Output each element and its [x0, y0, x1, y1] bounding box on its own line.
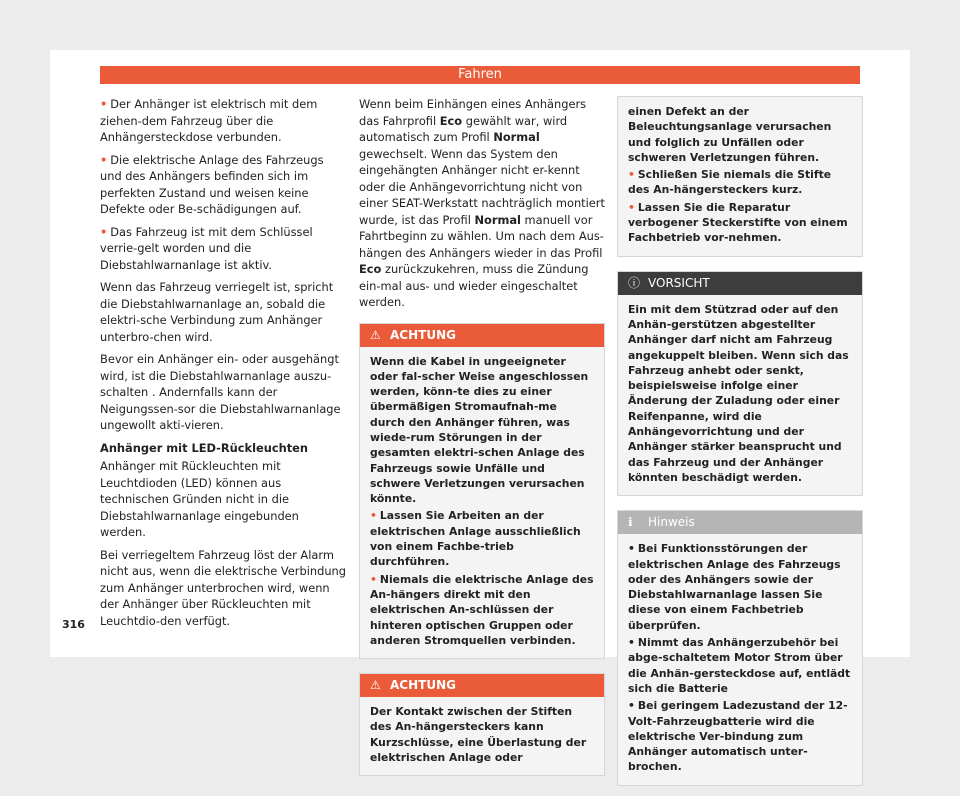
list-item [100, 96, 346, 146]
list-item-text: Bei geringem Ladezustand der 12-Volt-Fahrzeugbatterie wird die elektrische Ver-bindung zum Anhänger automatisch unter-brochen. [628, 699, 848, 774]
profile-name: Eco [359, 262, 382, 276]
section-heading: Anhänger mit LED-Rückleuchten [100, 440, 308, 455]
caution-title: VORSICHT [648, 275, 710, 290]
bullet-icon: • [628, 542, 635, 556]
list-item [628, 167, 852, 198]
profile-name: Normal [474, 212, 521, 227]
list-item [370, 508, 594, 569]
paragraph [359, 96, 605, 311]
bullet-icon: • [370, 572, 377, 586]
page-header: Fahren [100, 66, 860, 84]
warning-box-header [360, 674, 604, 697]
info-icon: ℹ [628, 515, 633, 530]
paragraph: einen Defekt an der Beleuchtungsanlage verursachen und folglich zu Unfällen oder schweren Verletzungen führen. [628, 105, 832, 164]
paragraph: Bevor ein Anhänger ein- oder ausgehängt wird, ist die Diebstahlwarnanlage auszu-schalten . Andernfalls kann der Neigungssen-sor die Diebstahlwarnanlage ungewollt akti-vieren. [100, 352, 341, 432]
warning-box [359, 323, 605, 660]
warning-box-body [618, 97, 862, 256]
list-item-text: Schließen Sie niemals die Stifte des An-hängersteckers kurz. [628, 168, 832, 197]
page-number: 316 [62, 618, 85, 631]
warning-title: ACHTUNG [390, 327, 456, 342]
bullet-icon: • [628, 636, 635, 650]
warning-box-body [360, 697, 604, 775]
list-item-text: Bei Funktionsstörungen der elektrischen Anlage des Fahrzeugs oder des Anhängers sowie der Diebstahlwarnanlage lassen Sie diese von einem Fachbetrieb überprüfen. [628, 542, 841, 632]
text: zurückzukehren, muss die Zündung ein-mal aus- und wieder eingeschaltet werden. [359, 262, 589, 309]
profile-name: Normal [493, 130, 540, 144]
note-box-header [618, 511, 862, 534]
text: gewählt war, wird automatisch zum Profil [359, 113, 568, 144]
paragraph: Wenn das Fahrzeug verriegelt ist, spricht die Diebstahlwarnanlage an, sobald die elektri-sche Verbindung zum Anhänger unterbro-chen wird. [100, 280, 334, 344]
paragraph: Wenn die Kabel in ungeeigneter oder fal-scher Weise angeschlossen werden, könn-te dies zu einer übermäßigen Stromaufnah-me durch den Anhänger führen, was wiede-rum Störungen in der gesamten elektri-schen Anlage des Fahrzeugs sowie Unfälle und schwere Verletzungen verursachen könnte. [370, 354, 589, 506]
list-item-text: Lassen Sie die Reparatur verbogener Steckerstifte von einem Fachbetrieb vor-nehmen. [628, 200, 848, 245]
list-item-text: Niemals die elektrische Anlage des An-hängers direkt mit den elektrischen An-schlüssen der hinteren optischen Gruppen oder anderen Stromquellen verbinden. [370, 572, 594, 647]
list-item [628, 635, 852, 696]
caution-box-header [618, 272, 862, 295]
warning-box-header [360, 324, 604, 347]
text: manuell vor Fahrtbeginn zu wählen. Um nach dem Aus-hängen des Anhängers wieder in das Profil [359, 212, 604, 260]
warning-box-body [360, 347, 604, 659]
list-item-text: Das Fahrzeug ist mit dem Schlüssel verrie-gelt worden und die Diebstahlwarnanlage ist aktiv. [100, 224, 313, 272]
list-item [370, 572, 594, 648]
list-item [628, 200, 852, 246]
list-item-text: Nimmt das Anhängerzubehör bei abge-schaltetem Motor Strom über die Anhän-gersteckdose auf, entlädt sich die Batterie [628, 636, 851, 695]
column-1 [100, 96, 346, 635]
text: Wenn beim Einhängen eines Anhängers das Fahrprofil [359, 97, 587, 128]
warning-box [359, 673, 605, 776]
text: gewechselt. Wenn das System den eingehängten Anhänger nicht er-kennt oder die Anhängevorrichtung nicht von einer SEAT-Werkstatt nachträglich montiert wurde, ist das Profil [359, 146, 605, 227]
list-item [100, 152, 346, 218]
paragraph: Der Kontakt zwischen der Stiften des An-hängersteckers kann Kurzschlüsse, eine Überlastung der elektrischen Anlage oder [370, 705, 587, 765]
warning-triangle-icon: ⚠ [370, 678, 381, 693]
caution-box [617, 271, 863, 497]
bullet-icon: • [628, 168, 635, 182]
note-box [617, 510, 863, 785]
bullet-icon: • [100, 224, 108, 239]
list-item [628, 541, 852, 633]
exclamation-circle-icon: ⓘ [628, 275, 641, 290]
column-3 [617, 96, 863, 796]
bullet-icon: • [370, 509, 377, 523]
list-item-text: Lassen Sie Arbeiten an der elektrischen Anlage ausschließlich von einem Fachbe-trieb durchführen. [370, 509, 581, 569]
warning-title: ACHTUNG [390, 678, 456, 693]
bullet-icon: • [628, 699, 635, 713]
note-title: Hinweis [648, 515, 695, 530]
bullet-icon: • [100, 152, 108, 167]
list-item-text: Der Anhänger ist elektrisch mit dem ziehen-dem Fahrzeug über die Anhängersteckdose verbunden. [100, 97, 318, 144]
paragraph: Anhänger mit Rückleuchten mit Leuchtdioden (LED) können aus technischen Gründen nicht in die Diebstahlwarnanlage eingebunden werden. [100, 459, 299, 539]
paragraph: Ein mit dem Stützrad oder auf den Anhän-gerstützen abgestellter Anhänger darf nicht am Fahrzeug angekuppelt bleiben. Wenn sich das Fahrzeug anhebt oder senkt, beispielsweise infolge einer Änderung der Zuladung oder einer Reifenpanne, wird die Anhängevorrichtung und der Anhänger stärker beansprucht und das Fahrzeug und der Anhänger könnten beschädigt werden. [628, 302, 849, 484]
list-item [100, 224, 346, 274]
caution-box-body [618, 295, 862, 496]
profile-name: Eco [439, 113, 463, 128]
list-item-text: Die elektrische Anlage des Fahrzeugs und des Anhängers befinden sich im perfekten Zustand und weisen keine Defekte oder Be-schädigungen auf. [100, 152, 324, 216]
bullet-icon: • [100, 97, 108, 111]
paragraph: Bei verriegeltem Fahrzeug löst der Alarm nicht aus, wenn die elektrische Verbindung zum Anhänger unterbrochen wird, wenn der Anhänger über Rückleuchten mit Leuchtdio-den verfügt. [100, 547, 346, 628]
bullet-icon: • [628, 200, 635, 214]
warning-box-continued [617, 96, 863, 257]
column-2 [359, 96, 605, 786]
warning-triangle-icon: ⚠ [370, 327, 381, 342]
list-item [628, 698, 852, 774]
note-box-body [618, 534, 862, 784]
